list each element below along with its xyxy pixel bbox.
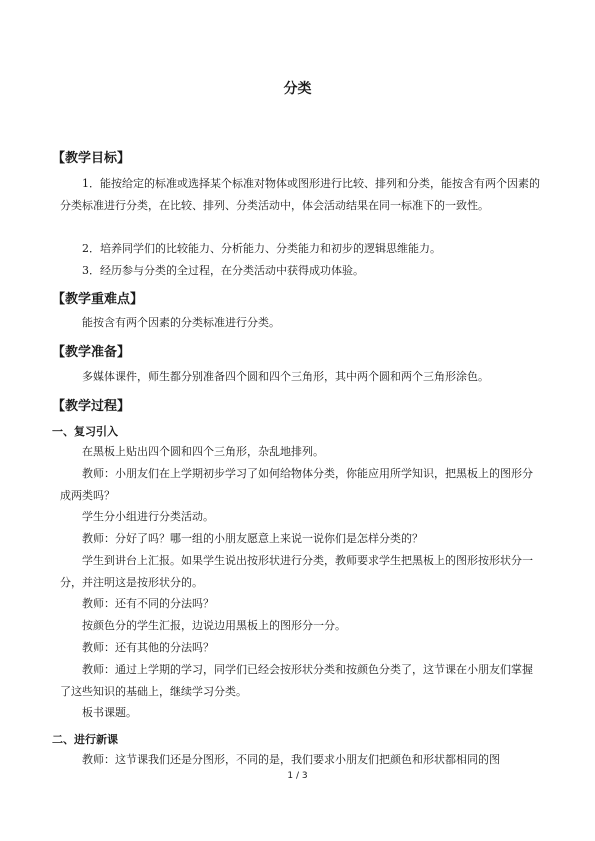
review-paragraph-5: 学生到讲台上汇报。如果学生说出按形状进行分类，教师要求学生把黑板上的图形按形状分一分，并注明这是按形状分的。 (60, 554, 533, 589)
review-paragraph-10: 板书课题。 (82, 706, 137, 719)
preparation-text: 多媒体课件，师生都分别准备四个圆和四个三角形，其中两个圆和两个三角形涂色。 (82, 370, 489, 383)
review-paragraph-8: 教师：还有其他的分法吗？ (82, 641, 214, 654)
section-heading-key-points: 【教学重难点】 (52, 292, 144, 307)
review-paragraph-2: 教师：小朋友们在上学期初步学习了如何给物体分类，你能应用所学知识，把黑板上的图形分成两类吗？ (60, 467, 533, 502)
review-paragraph-9: 教师：通过上学期的学习，同学们已经会按形状分类和按颜色分类了，这节课在小朋友们掌握了这些知识的基础上，继续学习分类。 (60, 663, 533, 698)
section-heading-process: 【教学过程】 (52, 399, 131, 414)
section-heading-preparation: 【教学准备】 (52, 345, 131, 360)
subheading-review: 一、复习引入 (52, 425, 118, 438)
review-paragraph-7: 按颜色分的学生汇报，边说边用黑板上的图形分一分。 (82, 619, 346, 632)
review-paragraph-1: 在黑板上贴出四个圆和四个三角形，杂乱地排列。 (82, 445, 324, 458)
review-paragraph-3: 学生分小组进行分类活动。 (82, 510, 214, 523)
key-points-text: 能按含有两个因素的分类标准进行分类。 (82, 316, 280, 329)
review-paragraph-6: 教师：还有不同的分法吗？ (82, 597, 214, 610)
goal-item-3: 3．经历参与分类的全过程，在分类活动中获得成功体验。 (82, 264, 364, 277)
document-title: 分类 (283, 81, 312, 97)
goal-item-1: 1．能按给定的标准或选择某个标准对物体或图形进行比较、排列和分类，能按含有两个因素的分类标准进行分类，在比较、排列、分类活动中，体会活动结果在同一标准下的一致性。 (60, 177, 540, 212)
section-heading-goals: 【教学目标】 (52, 151, 131, 166)
page-number: 1 / 3 (287, 771, 308, 781)
goal-item-2: 2．培养同学们的比较能力、分析能力、分类能力和初步的逻辑思维能力。 (82, 242, 441, 255)
subheading-new-lesson: 二、进行新课 (52, 733, 118, 746)
new-lesson-paragraph-1: 教师：这节课我们还是分图形，不同的是，我们要求小朋友们把颜色和形状都相同的图 (82, 753, 500, 766)
review-paragraph-4: 教师：分好了吗？哪一组的小朋友愿意上来说一说你们是怎样分类的？ (82, 532, 423, 545)
